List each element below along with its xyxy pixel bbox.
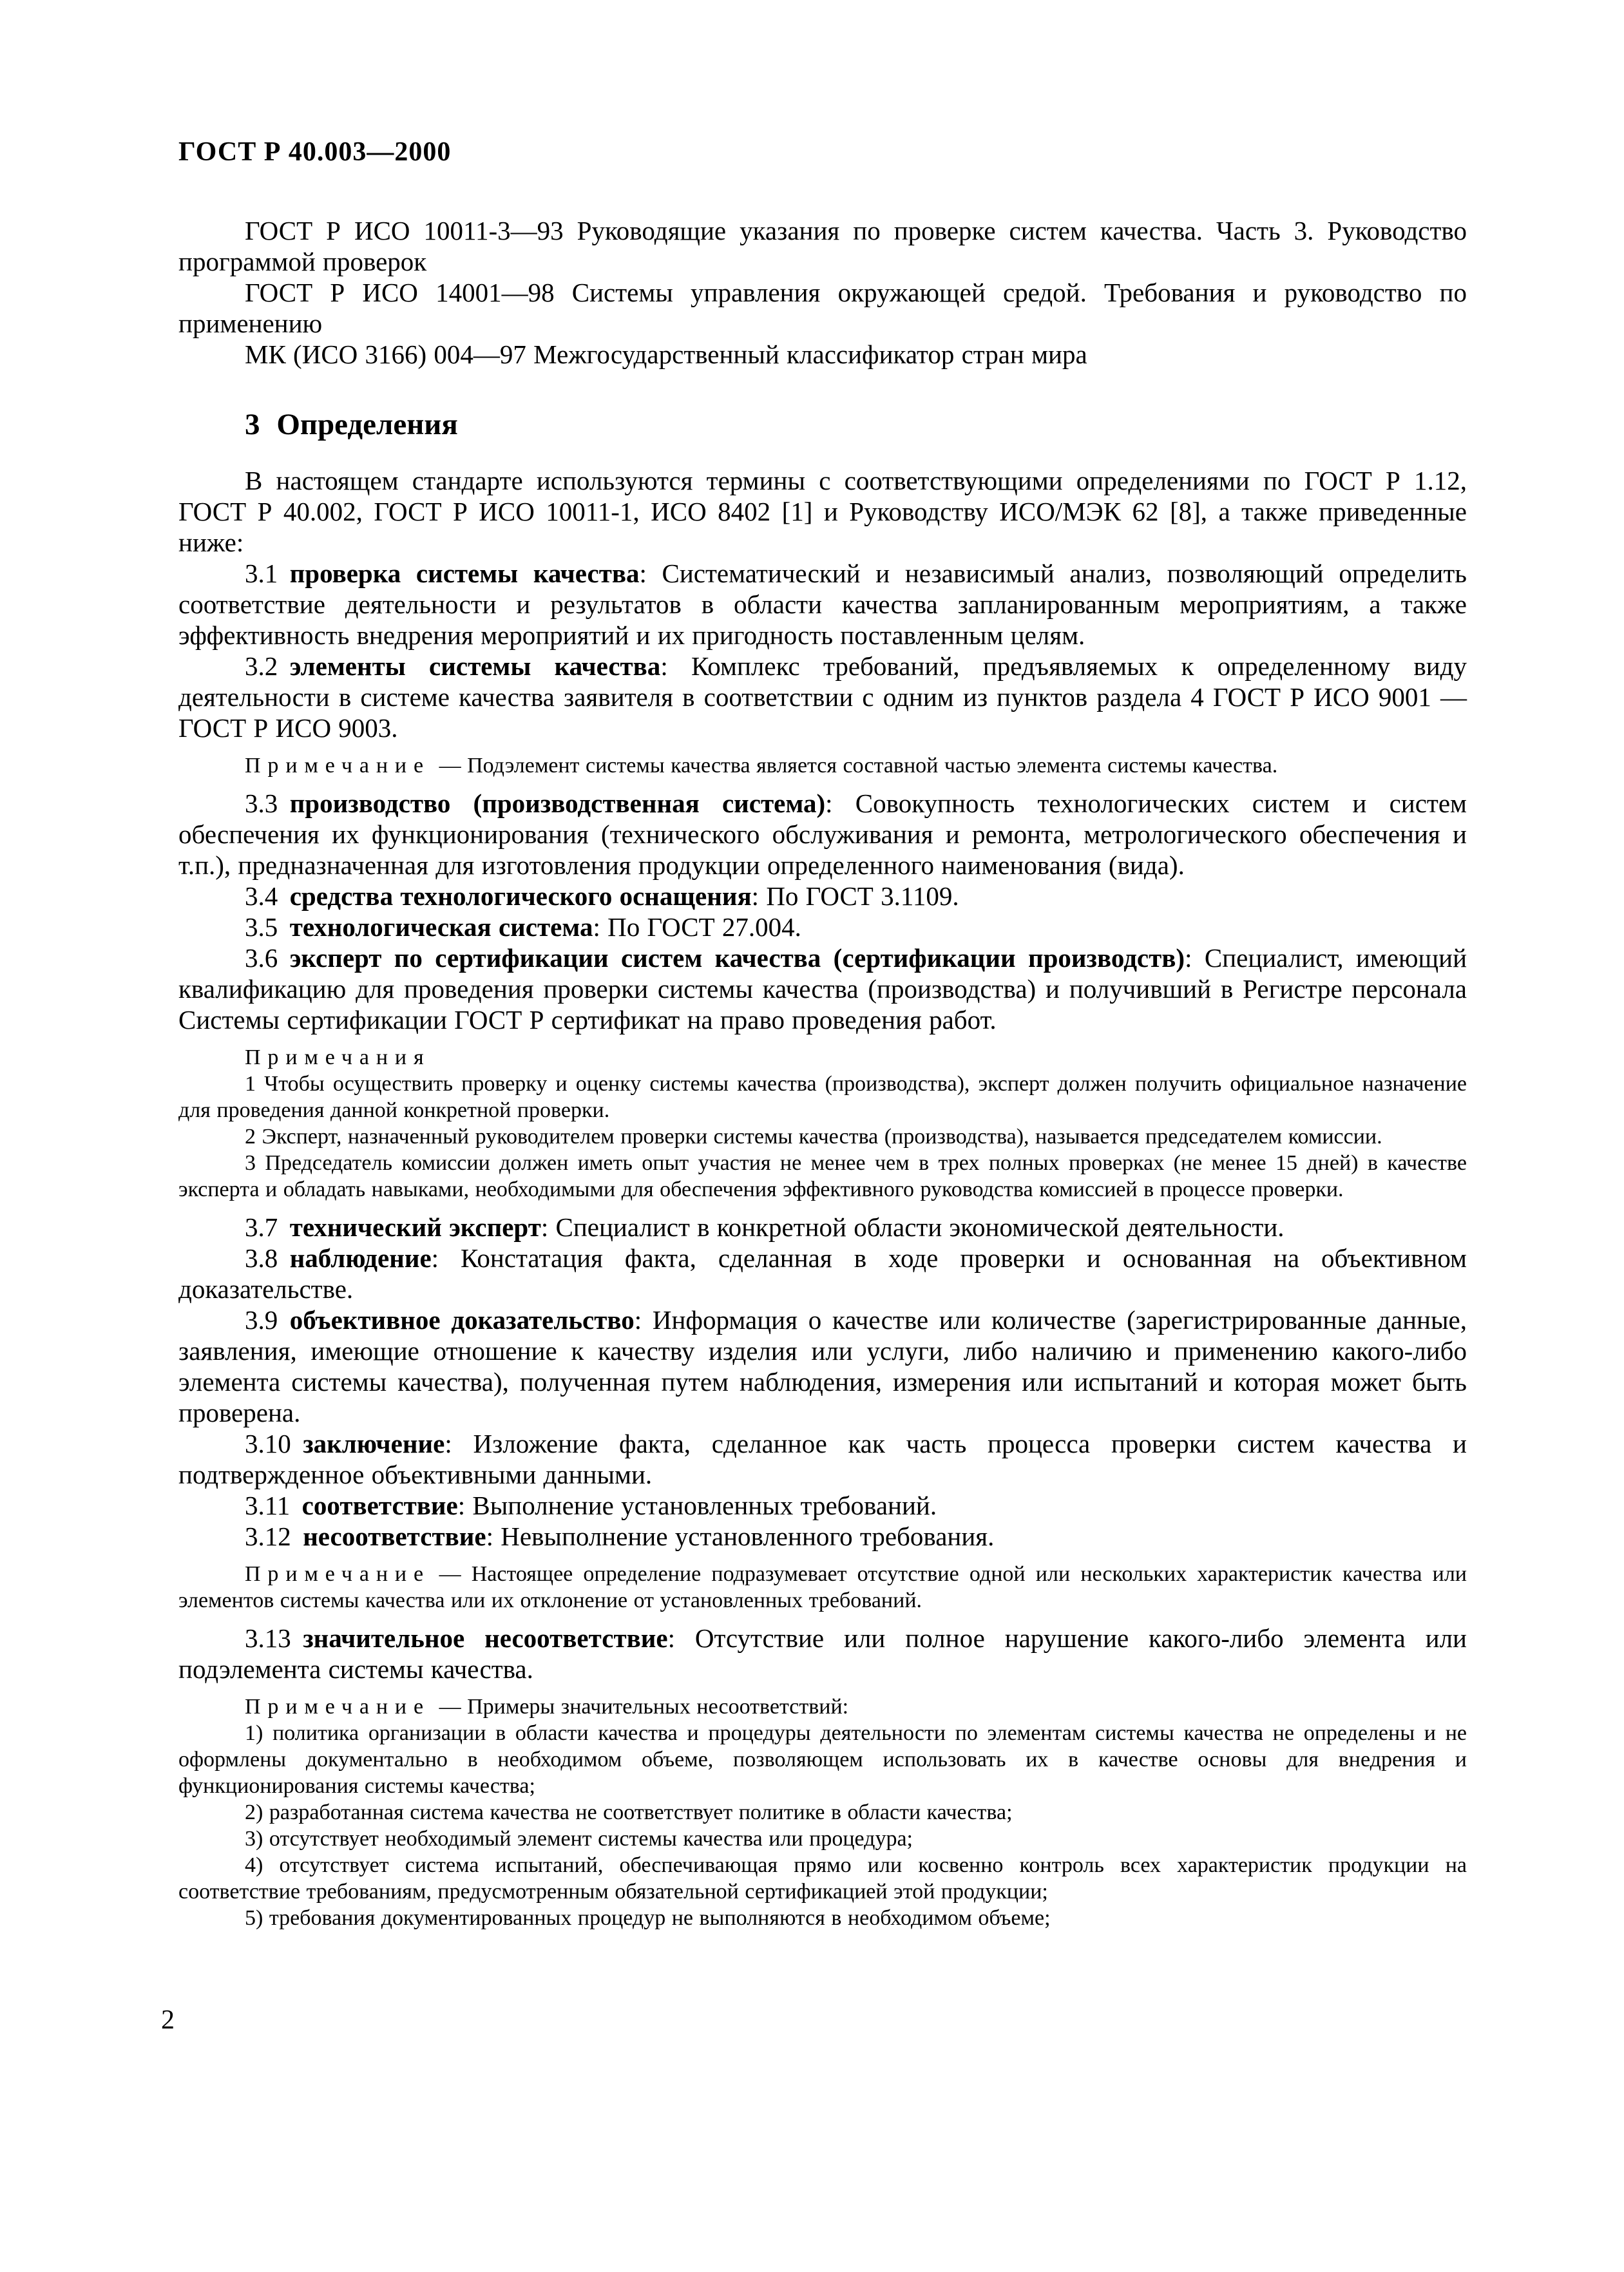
note-item-3: 3 Председатель комиссии должен иметь опыт участия не менее чем в трех полных проверках (не менее 15 дней) в качестве эксперта и обладать навыками, необходимыми для обеспечения эффективного руководства комиссией в процессе проверки. <box>178 1151 1467 1201</box>
term-3-10 <box>178 1428 1467 1490</box>
page-content <box>178 137 1467 1940</box>
note-after-3-13 <box>178 1694 1467 1931</box>
term-definition: : Специалист, имеющий квалификацию для проведения проверки системы качества (производства) и получивший в Регистре персонала Системы сертификации ГОСТ Р сертификат на право проведения работ. <box>178 943 1467 1035</box>
term-3-6 <box>178 942 1467 1035</box>
note-label: Примечание <box>245 754 430 778</box>
notes-heading <box>178 1044 1467 1071</box>
term-name: значительное несоответствие <box>303 1623 668 1653</box>
term-definition: : Информация о качестве или количестве (зарегистрированные данные, заявления, имеющие отношение к качеству изделия или услуги, либо наличию и применению какого-либо элемента системы качества), полученная путем наблюдения, измерения или испытаний и которая может быть проверена. <box>178 1305 1467 1427</box>
term-number: 3.4 <box>245 881 278 911</box>
term-name: средства технологического оснащения <box>289 881 752 911</box>
term-definition: : Специалист в конкретной области экономической деятельности. <box>540 1212 1285 1242</box>
section-intro: В настоящем стандарте используются термины с соответствующими определениями по ГОСТ Р 1.12, ГОСТ Р 40.002, ГОСТ Р ИСО 10011-1, ИСО 8402 [1] и Руководству ИСО/МЭК 62 [8], а также приведенные ниже: <box>178 466 1467 557</box>
section-title: Определения <box>276 408 458 441</box>
term-3-11 <box>178 1490 1467 1521</box>
term-definition: : Невыполнение установленного требования. <box>486 1522 995 1551</box>
term-number: 3.9 <box>245 1305 278 1335</box>
term-3-9 <box>178 1304 1467 1428</box>
running-header: ГОСТ Р 40.003—2000 <box>178 137 452 167</box>
term-number: 3.13 <box>245 1623 291 1653</box>
term-definition: : Комплекс требований, предъявляемых к определенному виду деятельности в системе качества заявителя в соответствии с одним из пунктов раздела 4 ГОСТ Р ИСО 9001 — ГОСТ Р ИСО 9003. <box>178 651 1467 743</box>
term-definition: : Констатация факта, сделанная в ходе проверки и основанная на объективном доказательстве. <box>178 1243 1467 1304</box>
page-number: 2 <box>161 2005 175 2035</box>
term-definition: : Отсутствие или полное нарушение какого-либо элемента или подэлемента системы качества. <box>178 1623 1467 1684</box>
notes-after-3-6 <box>178 1044 1467 1203</box>
section-heading <box>178 407 1467 442</box>
term-number: 3.10 <box>245 1429 291 1458</box>
note-text: — Подэлемент системы качества является составной частью элемента системы качества. <box>439 754 1278 778</box>
note-list-item-3: 3) отсутствует необходимый элемент системы качества или процедура; <box>245 1827 913 1851</box>
note-item-2: 2 Эксперт, назначенный руководителем проверки системы качества (производства), называется председателем комиссии. <box>245 1125 1382 1149</box>
term-3-4 <box>178 881 1467 912</box>
note-item-1: 1 Чтобы осуществить проверку и оценку системы качества (производства), эксперт должен получить официальное назначение для проведения данной конкретной проверки. <box>178 1072 1467 1122</box>
note-after-3-2 <box>178 752 1467 779</box>
note-label: Примечания <box>245 1045 431 1069</box>
term-3-2 <box>178 651 1467 743</box>
note-paragraph <box>178 752 1467 779</box>
term-number: 3.11 <box>245 1491 291 1520</box>
note-list-item-2: 2) разработанная система качества не соответствует политике в области качества; <box>245 1800 1013 1824</box>
term-definition: : Систематический и независимый анализ, позволяющий определить соответствие деятельности и результатов в области качества запланированным мероприятиям, а также эффективность внедрения мероприятий и их пригодность поставленным целям. <box>178 558 1467 650</box>
term-3-3 <box>178 788 1467 881</box>
term-number: 3.1 <box>245 558 278 588</box>
term-number: 3.7 <box>245 1212 278 1242</box>
term-number: 3.12 <box>245 1522 291 1551</box>
term-name: наблюдение <box>289 1243 432 1273</box>
note-paragraph <box>178 1694 1467 1720</box>
term-number: 3.5 <box>245 912 278 942</box>
note-label: Примечание <box>245 1695 430 1719</box>
note-list-item-4: 4) отсутствует система испытаний, обеспечивающая прямо или косвенно контроль всех характеристик продукции на соответствие требованиям, предусмотренным обязательной сертификацией этой продукции; <box>178 1853 1467 1904</box>
term-definition: : По ГОСТ 3.1109. <box>751 881 959 911</box>
term-name: технический эксперт <box>289 1212 541 1242</box>
term-name: соответствие <box>301 1491 458 1520</box>
note-after-3-12 <box>178 1561 1467 1614</box>
term-name: элементы системы качества <box>289 651 661 681</box>
note-list-item-1: 1) политика организации в области качества и процедуры деятельности по элементам системы качества не определены и не оформлены документально в необходимом объеме, позволяющем использовать их в качестве основы для внедрения и функционирования системы качества; <box>178 1721 1467 1798</box>
term-3-5 <box>178 912 1467 942</box>
term-3-8 <box>178 1243 1467 1304</box>
term-3-1 <box>178 558 1467 651</box>
term-definition: : Выполнение установленных требований. <box>457 1491 937 1520</box>
term-name: эксперт по сертификации систем качества (сертификации производств) <box>289 943 1185 973</box>
term-name: заключение <box>303 1429 445 1458</box>
term-number: 3.3 <box>245 788 278 818</box>
reference-item-2: ГОСТ Р ИСО 14001—98 Системы управления окружающей средой. Требования и руководство по применению <box>178 278 1467 338</box>
term-number: 3.6 <box>245 943 278 973</box>
note-text: — Настоящее определение подразумевает отсутствие одной или нескольких характеристик качества или элементов системы качества или их отклонение от установленных требований. <box>178 1562 1467 1612</box>
note-text: — Примеры значительных несоответствий: <box>439 1695 849 1719</box>
term-3-7 <box>178 1212 1467 1243</box>
term-number: 3.8 <box>245 1243 278 1273</box>
term-3-12 <box>178 1521 1467 1552</box>
note-label: Примечание <box>245 1562 430 1586</box>
note-list-item-5: 5) требования документированных процедур не выполняются в необходимом объеме; <box>245 1906 1051 1930</box>
reference-item-1: ГОСТ Р ИСО 10011-3—93 Руководящие указания по проверке систем качества. Часть 3. Руководство программой проверок <box>178 216 1467 276</box>
reference-item-3: МК (ИСО 3166) 004—97 Межгосударственный классификатор стран мира <box>245 339 1087 369</box>
term-name: объективное доказательство <box>289 1305 635 1335</box>
term-3-13 <box>178 1623 1467 1685</box>
term-number: 3.2 <box>245 651 278 681</box>
term-definition: : Совокупность технологических систем и систем обеспечения их функционирования (технического обслуживания и ремонта, метрологического обеспечения и т.п.), предназначенная для изготовления продукции определенного наименования (вида). <box>178 788 1467 880</box>
term-definition: : По ГОСТ 27.004. <box>593 912 801 942</box>
note-paragraph <box>178 1561 1467 1614</box>
term-name: несоответствие <box>303 1522 486 1551</box>
term-name: производство (производственная система) <box>289 788 826 818</box>
term-name: проверка системы качества <box>289 558 640 588</box>
section-number: 3 <box>245 408 260 441</box>
term-name: технологическая система <box>289 912 593 942</box>
term-definition: : Изложение факта, сделанное как часть процесса проверки систем качества и подтвержденное объективными данными. <box>178 1429 1467 1489</box>
